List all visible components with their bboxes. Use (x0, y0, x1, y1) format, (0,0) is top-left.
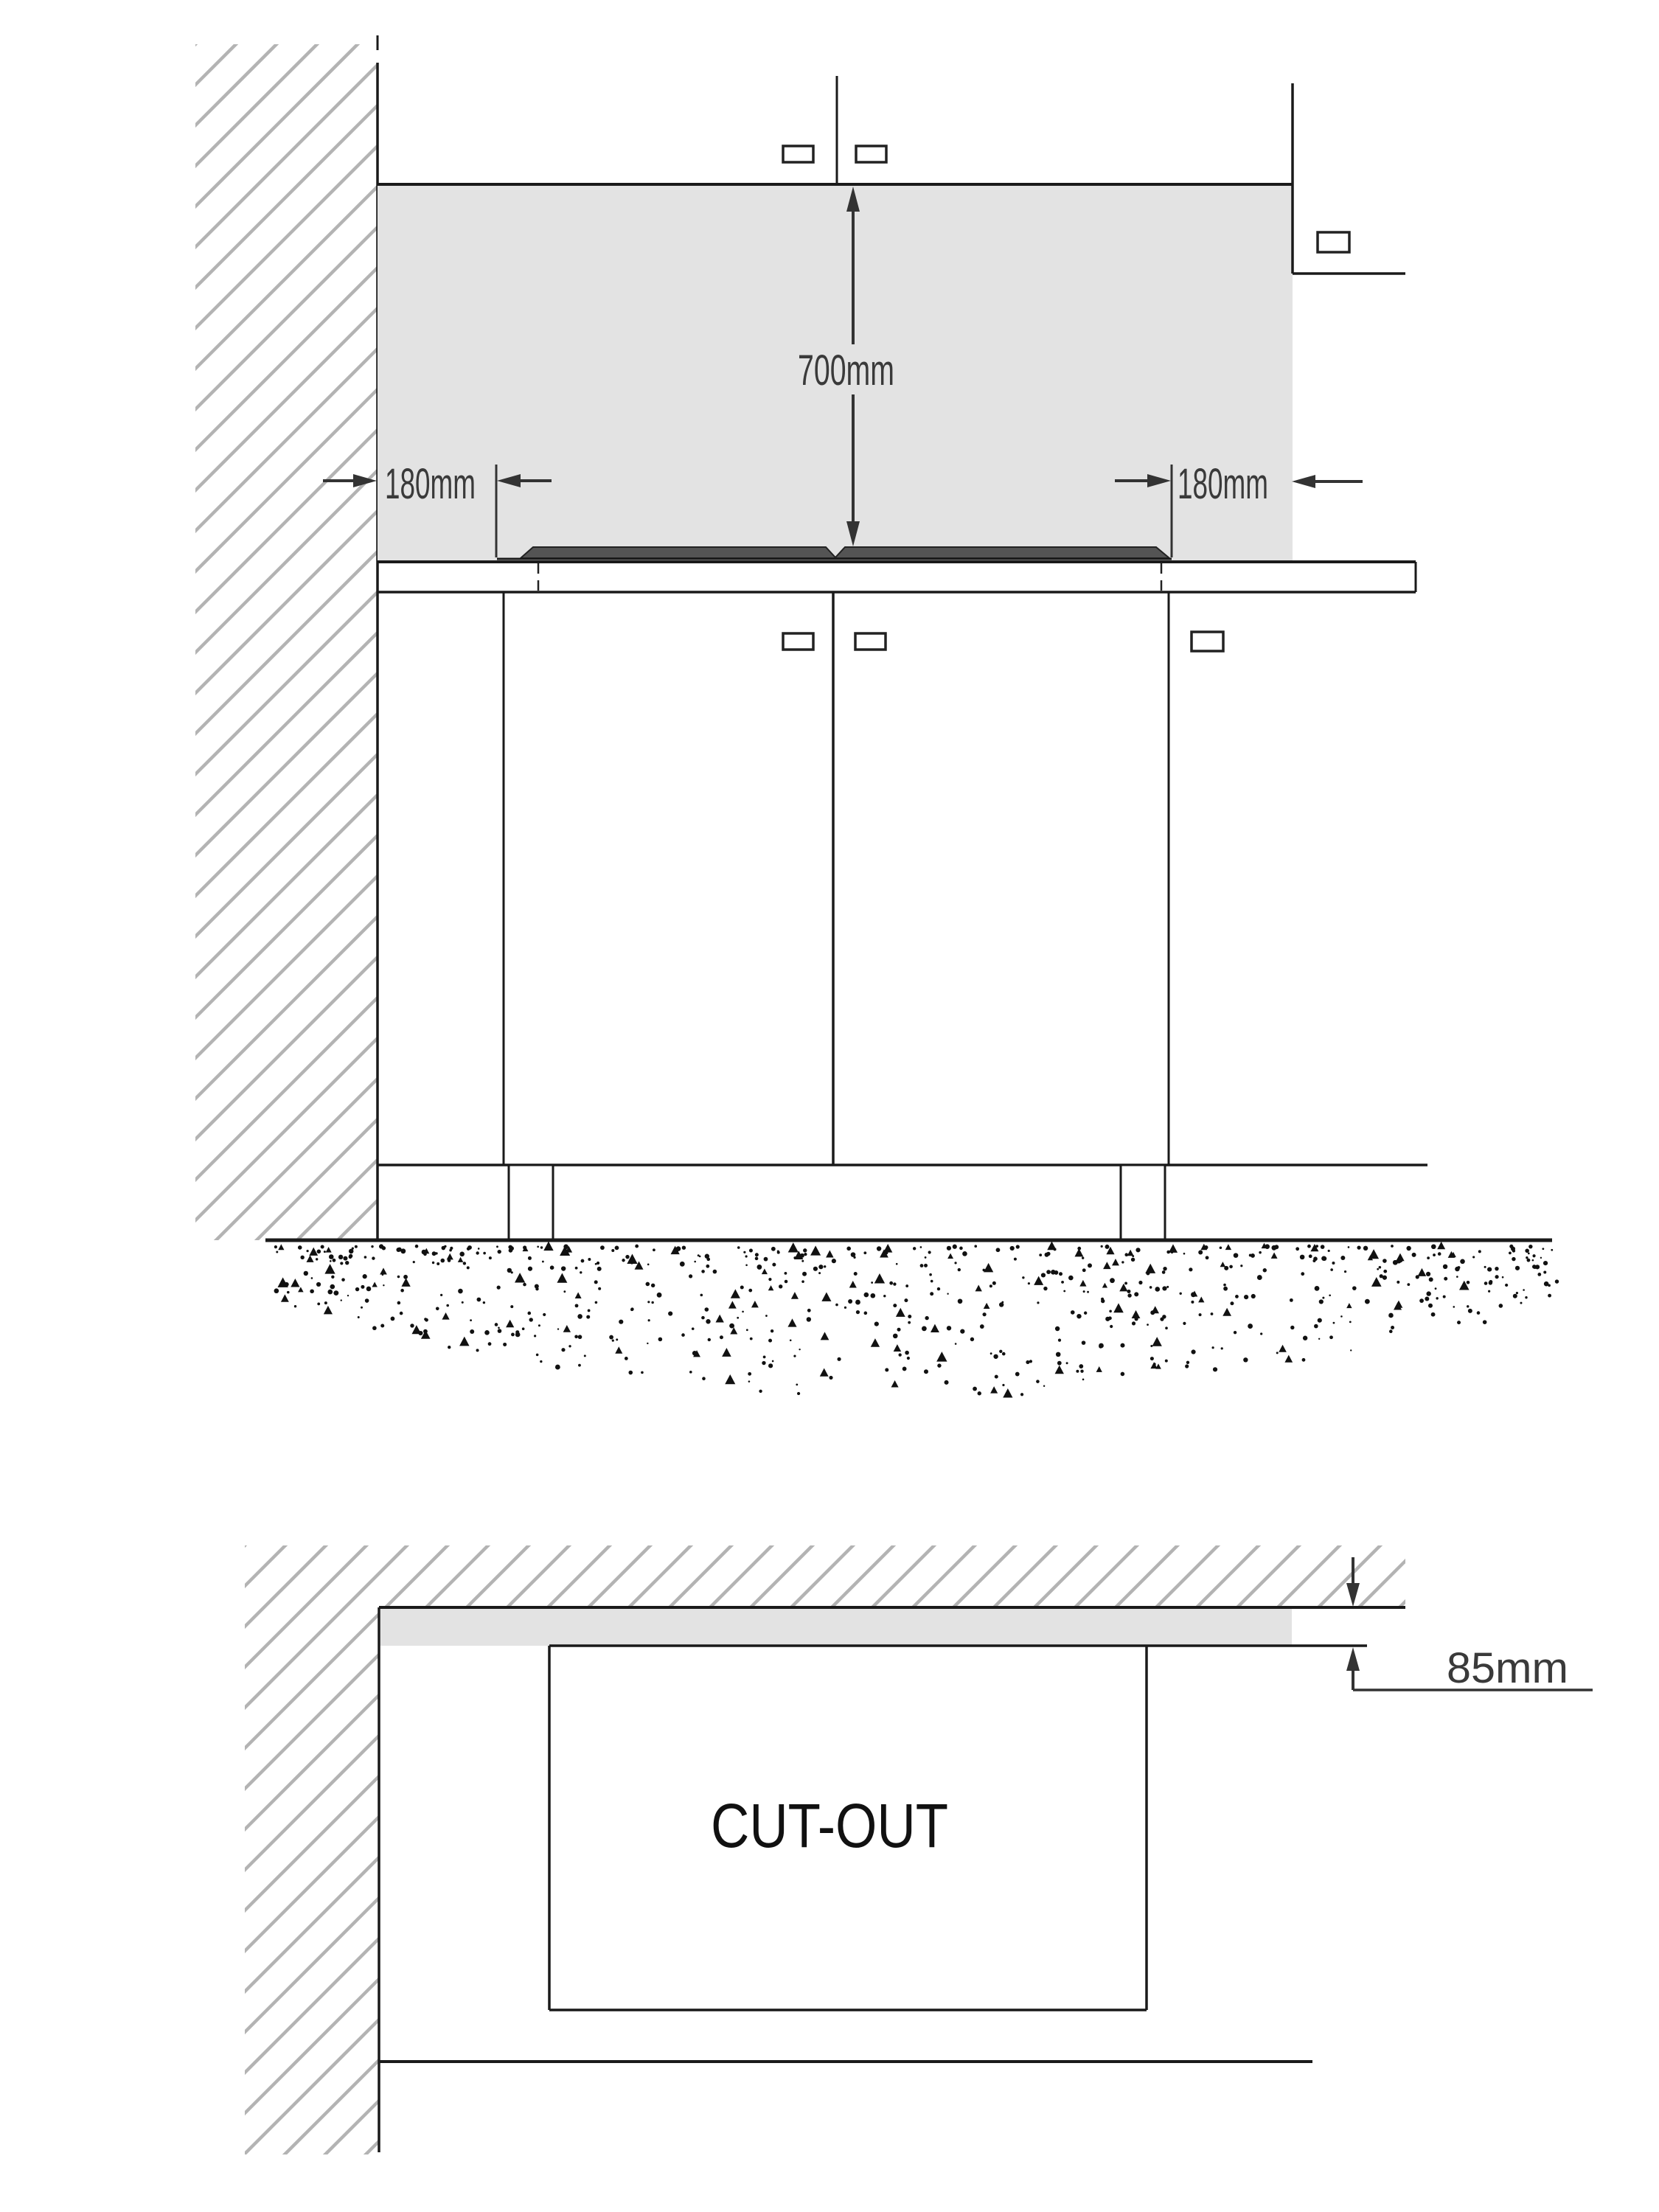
arrow-up-icon (1346, 1647, 1360, 1671)
base-left-door-handle-icon (783, 633, 813, 650)
upper-left-door-handle-icon (783, 146, 813, 162)
hob-profile (521, 547, 1169, 558)
base-end-door-handle-icon (1192, 632, 1223, 651)
tall-cabinet-handle-icon (1318, 232, 1349, 252)
cutout-label: CUT-OUT (711, 1791, 948, 1860)
side-clearance-left-label: 180mm (385, 460, 476, 508)
base-right-door-handle-icon (855, 633, 886, 650)
upper-right-door-handle-icon (856, 146, 886, 162)
arrow-left-icon (1292, 475, 1315, 488)
cabinet-leg-left (509, 1165, 553, 1240)
worktop-strip (380, 1609, 1292, 1646)
dimension-85mm (1346, 1557, 1593, 1692)
arrow-down-icon (1346, 1583, 1360, 1607)
cabinet-leg-right (1121, 1165, 1165, 1240)
side-clearance-right-label: 180mm (1178, 460, 1268, 508)
worktop-thickness-label: 85mm (1447, 1644, 1568, 1692)
top-clearance-label: 700mm (798, 347, 894, 394)
wall-hatch-band-lower (221, 316, 1475, 2212)
floor-stipple-texture (274, 1241, 1559, 1397)
